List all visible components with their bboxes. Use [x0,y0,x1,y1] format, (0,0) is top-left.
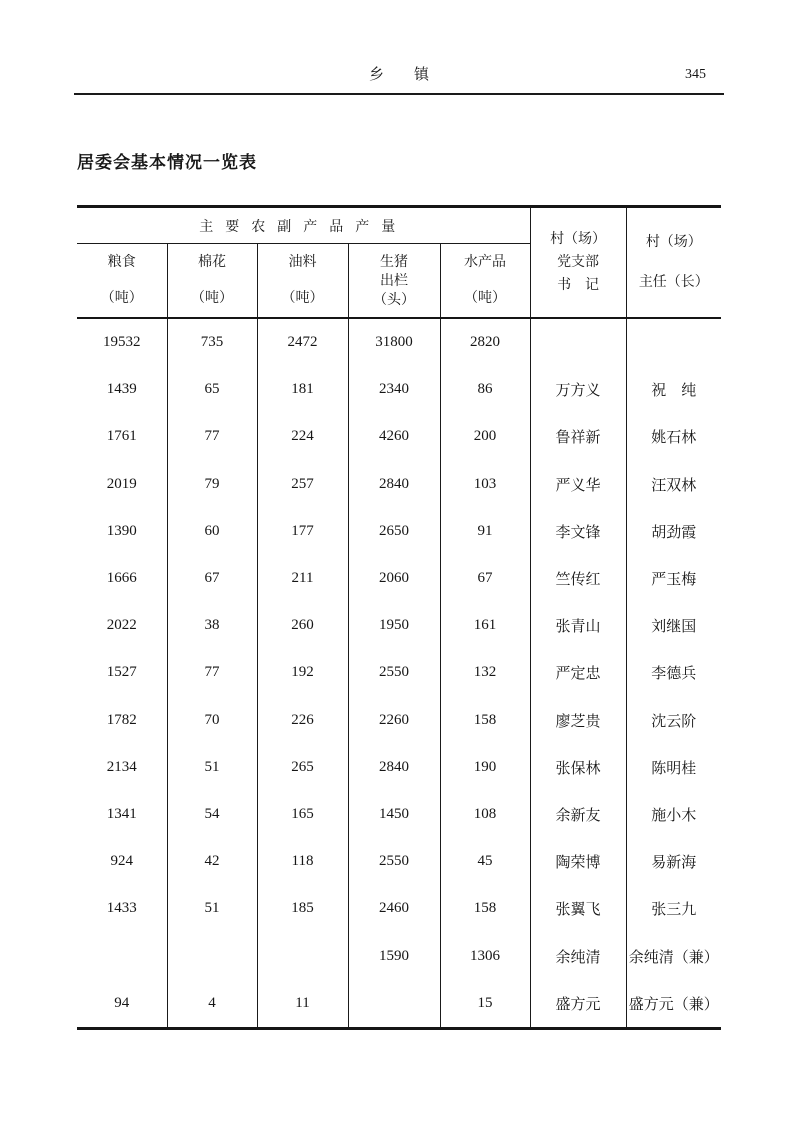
value-cell: 735 [167,318,257,366]
director-cell: 姚石林 [626,413,721,460]
table-row [77,838,721,885]
value-cell: 192 [257,649,348,696]
secretary-cell: 严定忠 [530,649,626,696]
table-row [77,697,721,744]
value-cell: 2022 [106,617,137,634]
table-row [77,461,721,508]
value-cell: 165 [257,791,348,838]
value-cell: 2060 [348,555,440,602]
secretary-cell: 张翼飞 [530,885,626,932]
table-row [77,932,721,979]
director-cell: 李德兵 [626,649,721,696]
column-unit: （头） [373,293,415,308]
director-cell: 余纯清（兼） [626,932,721,979]
value-cell [167,932,257,979]
table-row [77,649,721,696]
director-cell [626,318,721,366]
director-cell: 张三九 [626,885,721,932]
page-number: 345 [685,67,706,82]
value-cell: 265 [257,744,348,791]
basic-info-table [77,205,721,1030]
table-row [77,602,721,649]
value-cell: 260 [257,602,348,649]
director-cell: 施小木 [626,791,721,838]
value-cell: 4 [167,980,257,1029]
value-cell: 67 [167,555,257,602]
director-header-line-1: 村（场） [645,234,702,250]
secretary-cell: 余新友 [530,791,626,838]
secretary-cell: 万方义 [530,366,626,413]
column-name: 生猪 出栏 [380,255,408,289]
value-cell: 226 [257,697,348,744]
column-unit: （吨） [281,291,324,306]
column-unit: （吨） [100,291,143,306]
value-cell: 2820 [440,318,530,366]
value-cell: 67 [440,555,530,602]
column-header-grain [77,244,167,319]
value-cell: 1527 [106,664,137,681]
value-cell: 118 [257,838,348,885]
value-cell: 2460 [348,885,440,932]
secretary-cell: 张青山 [530,602,626,649]
secretary-cell: 张保林 [530,744,626,791]
table-row [77,791,721,838]
value-cell: 2650 [348,508,440,555]
running-head [74,64,724,95]
value-cell: 54 [167,791,257,838]
value-cell: 15 [440,980,530,1029]
value-cell: 161 [440,602,530,649]
secretary-header-cell [530,207,626,319]
value-cell: 45 [440,838,530,885]
value-cell: 79 [167,461,257,508]
value-cell: 2550 [348,649,440,696]
secretary-cell: 鲁祥新 [530,413,626,460]
value-cell: 11 [257,980,348,1029]
value-cell: 2840 [348,461,440,508]
value-cell: 924 [110,853,133,870]
secretary-cell: 余纯清 [530,932,626,979]
value-cell: 211 [257,555,348,602]
director-cell: 沈云阶 [626,697,721,744]
value-cell: 51 [167,885,257,932]
value-cell: 1439 [106,381,137,398]
secretary-cell: 陶荣博 [530,838,626,885]
secretary-cell: 竺传红 [530,555,626,602]
value-cell: 77 [167,649,257,696]
column-header-aquatic [440,244,530,319]
page-title: 居委会基本情况一览表 [77,153,257,172]
director-cell: 盛方元（兼） [626,980,721,1029]
director-header-lines [627,234,722,292]
director-cell: 刘继国 [626,602,721,649]
value-cell: 1782 [106,711,137,728]
director-cell: 易新海 [626,838,721,885]
value-cell: 158 [440,697,530,744]
secretary-header-line-1: 村（场） [550,232,607,247]
group-header-row [77,207,721,244]
director-cell: 胡劲霞 [626,508,721,555]
value-cell: 60 [167,508,257,555]
column-unit: （吨） [464,291,507,306]
value-cell: 1306 [440,932,530,979]
value-cell: 2472 [257,318,348,366]
value-cell: 224 [257,413,348,460]
value-cell: 181 [257,366,348,413]
value-cell: 70 [167,697,257,744]
table-header [77,207,721,319]
director-header-line-2: 主任（长） [638,274,709,290]
value-cell: 2260 [348,697,440,744]
director-cell: 严玉梅 [626,555,721,602]
section-title: 乡镇 [368,66,459,83]
value-cell: 108 [440,791,530,838]
value-cell: 1390 [106,522,137,539]
value-cell: 200 [440,413,530,460]
value-cell: 1590 [348,932,440,979]
director-cell: 祝 纯 [626,366,721,413]
value-cell: 1341 [106,805,137,822]
group-header-cell: 主要农副产品产量 [77,207,530,244]
value-cell: 42 [167,838,257,885]
value-cell: 77 [167,413,257,460]
director-header-cell [626,207,721,319]
value-cell: 158 [440,885,530,932]
value-cell: 1761 [106,428,137,445]
value-cell: 185 [257,885,348,932]
director-cell: 陈明桂 [626,744,721,791]
secretary-cell: 盛方元 [530,980,626,1029]
column-header-pigs [348,244,440,319]
secretary-header-line-2: 党支部 [557,255,600,270]
table-row [77,413,721,460]
value-cell: 103 [440,461,530,508]
column-name: 油料 [288,255,317,270]
secretary-cell: 廖芝贵 [530,697,626,744]
table-row [77,885,721,932]
table-row [77,366,721,413]
value-cell: 132 [440,649,530,696]
table-row [77,318,721,366]
value-cell: 91 [440,508,530,555]
value-cell: 2550 [348,838,440,885]
value-cell: 1666 [106,570,137,587]
column-name: 粮食 [107,255,136,270]
value-cell: 31800 [348,318,440,366]
value-cell: 177 [257,508,348,555]
secretary-cell: 李文锋 [530,508,626,555]
value-cell: 65 [167,366,257,413]
secretary-cell: 严义华 [530,461,626,508]
secretary-cell [530,318,626,366]
table-row [77,508,721,555]
value-cell: 1950 [348,602,440,649]
value-cell: 1433 [106,900,137,917]
secretary-header-lines [531,228,626,297]
value-cell: 19532 [103,334,141,351]
table-body [77,318,721,1028]
director-cell: 汪双林 [626,461,721,508]
secretary-header-line-3: 书 记 [557,278,600,293]
value-cell: 51 [167,744,257,791]
column-header-cotton [167,244,257,319]
value-cell: 38 [167,602,257,649]
value-cell [257,932,348,979]
column-name: 水产品 [464,255,507,270]
value-cell: 2340 [348,366,440,413]
value-cell [348,980,440,1029]
value-cell: 94 [114,994,130,1011]
value-cell: 2840 [348,744,440,791]
value-cell: 190 [440,744,530,791]
column-header-oilseed [257,244,348,319]
column-unit: （吨） [191,291,233,306]
value-cell: 257 [257,461,348,508]
table-row [77,980,721,1029]
value-cell: 2134 [106,758,137,775]
value-cell: 4260 [348,413,440,460]
value-cell [77,932,167,979]
value-cell: 86 [440,366,530,413]
column-name: 棉花 [198,255,226,270]
table-row [77,555,721,602]
value-cell: 2019 [106,475,137,492]
value-cell: 1450 [348,791,440,838]
table-row [77,744,721,791]
